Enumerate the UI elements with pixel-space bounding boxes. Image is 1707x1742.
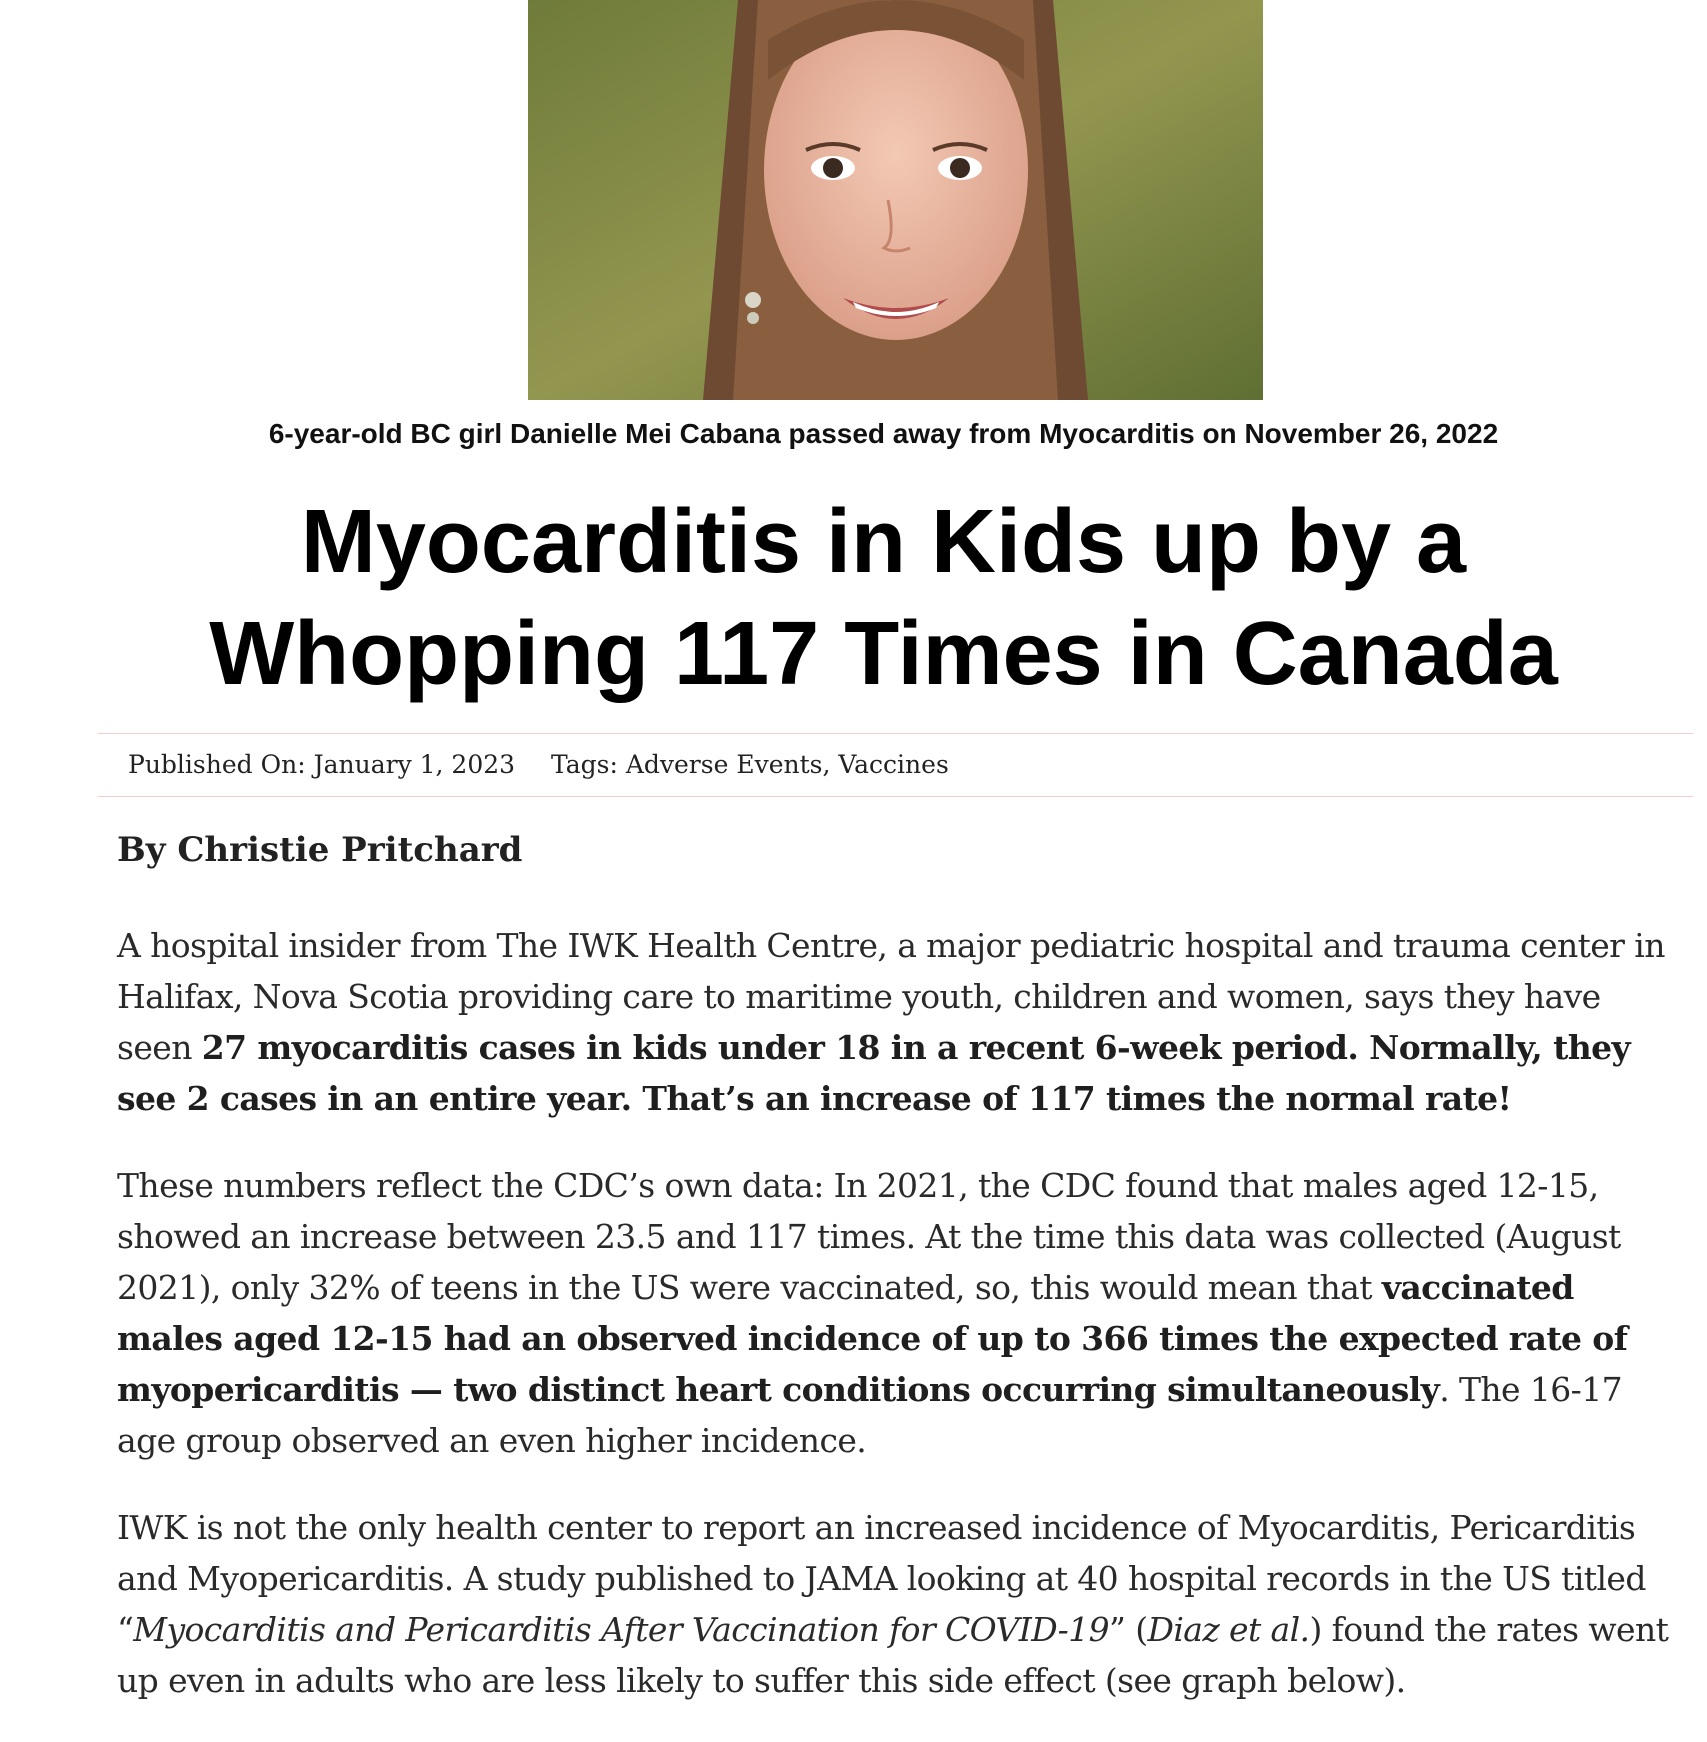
study-author: Diaz et al. — [1147, 1610, 1310, 1649]
tag-separator: , — [822, 750, 839, 779]
paragraph-2-bold: vaccinated males aged 12-15 had an observed incidence of up to 366 times the expected rate of myopericarditis — two distinct heart conditions occurring simultaneously — [117, 1268, 1628, 1409]
paragraph-3 — [117, 1502, 1677, 1706]
tag-link-vaccines[interactable]: Vaccines — [838, 750, 949, 779]
photo-of-girl-icon — [528, 0, 1263, 400]
study-title: Myocarditis and Pericarditis After Vaccination for COVID-19 — [133, 1610, 1110, 1649]
article-meta — [98, 733, 1693, 797]
article-photo — [528, 0, 1263, 400]
tag-link-adverse-events[interactable]: Adverse Events — [625, 750, 823, 779]
paragraph-1-text: A hospital insider from The IWK Health Centre, a major pediatric hospital and trauma center in Halifax, Nova Scotia providing care to maritime youth, children and women, says they have seen — [117, 926, 1665, 1067]
published-date: January 1, 2023 — [313, 750, 516, 779]
paragraph-2-tail: . The 16-17 age group observed an even higher incidence. — [117, 1370, 1623, 1460]
byline: By Christie Pritchard — [117, 830, 523, 870]
photo-caption: 6-year-old BC girl Danielle Mei Cabana passed away from Myocarditis on November 26, 2022 — [268, 418, 1499, 449]
paragraph-2-text: These numbers reflect the CDC’s own data: In 2021, the CDC found that males aged 12-15, showed an increase between 23.5 and 117 times. At the time this data was collected (August 2021), only 32% of teens in the US were vaccinated, so, this would mean that — [117, 1166, 1621, 1307]
paragraph-1 — [117, 920, 1677, 1124]
tags-label: Tags: — [550, 750, 618, 779]
published-label: Published On: — [128, 750, 306, 779]
paragraph-2 — [117, 1160, 1677, 1466]
paragraph-3-text: IWK is not the only health center to report an increased incidence of Myocarditis, Pericarditis and Myopericarditis. A study published to JAMA looking at 40 hospital records in the US titled “ — [117, 1508, 1646, 1649]
headline-line-2: Whopping 117 Times in Canada — [209, 604, 1558, 704]
headline-line-1: Myocarditis in Kids up by a — [300, 492, 1467, 592]
paragraph-3-tail: ) found the rates went up even in adults who are less likely to suffer this side effect (see graph below). — [117, 1610, 1669, 1700]
article-body — [117, 828, 1677, 1742]
paragraph-1-bold: 27 myocarditis cases in kids under 18 in a recent 6-week period. Normally, they see 2 cases in an entire year. That’s an increase of 117 times the normal rate! — [117, 1028, 1631, 1118]
article-headline — [0, 486, 1707, 710]
paragraph-3-mid: ” ( — [1109, 1610, 1148, 1649]
